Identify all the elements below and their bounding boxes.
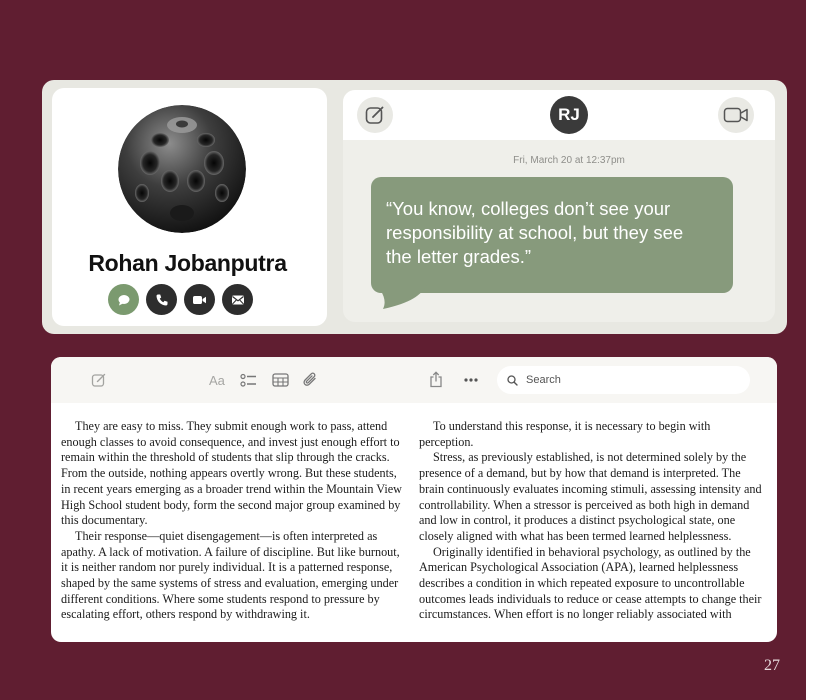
new-note-icon <box>91 372 107 388</box>
facetime-button[interactable] <box>718 97 754 133</box>
checklist-icon <box>240 373 257 388</box>
mail-button[interactable] <box>222 284 253 315</box>
message-timestamp: Fri, March 20 at 12:37pm <box>513 155 625 166</box>
note-paragraph: To understand this response, it is necessary to begin with perception. <box>419 419 711 449</box>
note-column-left[interactable] <box>61 419 405 623</box>
table-button[interactable] <box>272 371 289 389</box>
video-button[interactable] <box>184 284 215 315</box>
notes-toolbar <box>51 357 777 403</box>
search-field[interactable] <box>497 366 750 394</box>
table-icon <box>272 373 289 387</box>
chat-header <box>343 90 775 140</box>
checklist-button[interactable] <box>240 371 257 389</box>
compose-icon <box>364 104 386 126</box>
mail-icon <box>231 294 245 306</box>
search-input[interactable] <box>524 373 728 387</box>
new-note-button[interactable] <box>91 371 107 389</box>
note-column-right[interactable] <box>419 419 764 623</box>
chat-avatar[interactable]: RJ <box>550 96 588 134</box>
call-button[interactable] <box>146 284 177 315</box>
message-button[interactable] <box>108 284 139 315</box>
contact-name: Rohan Jobanputra <box>88 250 287 276</box>
share-button[interactable] <box>429 370 443 388</box>
page-edge <box>806 0 817 700</box>
format-button[interactable]: Aa <box>209 372 225 388</box>
more-icon <box>464 378 478 382</box>
paperclip-icon <box>303 372 318 388</box>
contact-photo <box>118 105 246 233</box>
compose-button[interactable] <box>357 97 393 133</box>
bubble-tail <box>377 285 427 311</box>
attachment-button[interactable] <box>303 371 318 389</box>
note-paragraph: Their response—quiet disengagement—is often interpreted as apathy. A lack of motivation. A failure of discipline. But like burnout, it is neither random nor purely individual. It is a patterned response, shaped by the same systems of stress and evaluation, emerging under different conditions. Where some students respond to pressure by escalating effort, others respond by withdrawing it. <box>61 528 400 622</box>
message-bubble: “You know, colleges don’t see your responsibility at school, but they see the letter grades.” <box>371 177 733 293</box>
share-icon <box>429 371 443 388</box>
video-camera-icon <box>723 106 749 124</box>
note-paragraph: They are easy to miss. They submit enough work to pass, attend enough classes to avoid consequence, and invest just enough effort to remain within the threshold of students that slip through the cracks. From the outside, nothing appears overtly wrong. But these students, in recent years emerging as a broader trend within the Mountain View High School student body, form the second major group examined by this documentary. <box>61 419 402 528</box>
page-number: 27 <box>764 657 780 674</box>
more-button[interactable] <box>464 371 478 389</box>
note-paragraph: Originally identified in behavioral psychology, as outlined by the American Psychological Association (APA), learned helplessness describes a condition in which repeated exposure to uncontrollable outcomes leads individuals to reduce or cease attempts to change their circumstances. When effort is no longer reliably associated with <box>419 544 762 622</box>
note-paragraph: Stress, as previously established, is not determined solely by the presence of a demand, but by how that demand is interpreted. The brain continuously evaluates incoming stimuli, assessing intensity and controllability. When a stressor is perceived as both high in demand and low in control, it produces a distinct psychological state, one closely aligned with what has been termed learned helplessness. <box>419 450 762 543</box>
search-icon <box>507 375 518 386</box>
message-icon <box>117 293 131 307</box>
contact-actions <box>108 284 253 316</box>
video-icon <box>192 294 207 306</box>
phone-icon <box>155 293 169 307</box>
